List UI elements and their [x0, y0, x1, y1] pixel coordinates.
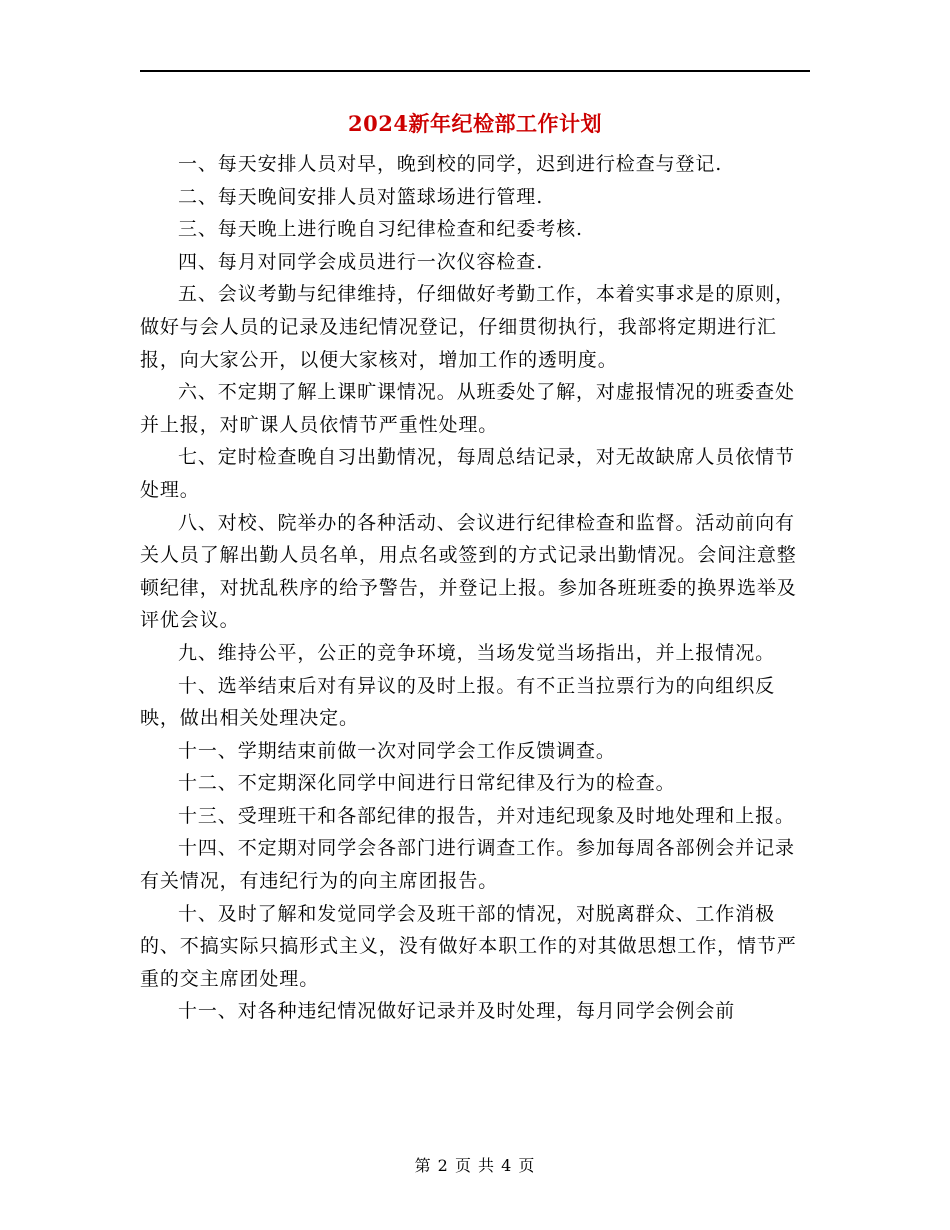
- paragraph-14: 十四、不定期对同学会各部门进行调查工作。参加每周各部例会并记录有关情况，有违纪行为的向主席团报告。: [140, 837, 795, 893]
- paragraph-12: 十二、不定期深化同学中间进行日常纪律及行为的检查。: [178, 772, 676, 795]
- paragraph-1: 一、每天安排人员对早，晚到校的同学，迟到进行检查与登记.: [178, 153, 723, 175]
- paragraph-4: 四、每月对同学会成员进行一次仪容检查.: [178, 250, 544, 273]
- paragraph-11: 十一、学期结束前做一次对同学会工作反馈调查。: [178, 739, 616, 762]
- paragraph-8: 八、对校、院举办的各种活动、会议进行纪律检查和监督。活动前向有关人员了解出勤人员名单，用点名或签到的方式记录出勤情况。会间注意整顿纪律，对扰乱秩序的给予警告，并登记上报。参加各班班委的换界选举及评优会议。: [140, 511, 797, 632]
- document-title: 2024新年纪检部工作计划: [348, 111, 602, 136]
- paragraph-6: 六、不定期了解上课旷课情况。从班委处了解，对虚报情况的班委查处并上报，对旷课人员依情节严重性处理。: [140, 381, 795, 436]
- paragraph-13: 十三、受理班干和各部纪律的报告，并对违纪现象及时地处理和上报。: [178, 804, 795, 827]
- paragraph-9: 九、维持公平，公正的竞争环境，当场发觉当场指出，并上报情况。: [178, 641, 776, 664]
- paragraph-7: 七、定时检查晚自习出勤情况，每周总结记录，对无故缺席人员依情节处理。: [140, 446, 795, 501]
- paragraph-5: 五、会议考勤与纪律维持，仔细做好考勤工作，本着实事求是的原则，做好与会人员的记录及违纪情况登记，仔细贯彻执行，我部将定期进行汇报，向大家公开，以便大家核对，增加工作的透明度。: [140, 283, 795, 371]
- paragraph-10: 十、选举结束后对有异议的及时上报。有不正当拉票行为的向组织反映，做出相关处理决定。: [140, 674, 776, 730]
- paragraph-15: 十、及时了解和发觉同学会及班干部的情况，对脱离群众、工作消极的、不搞实际只搞形式主义，没有做好本职工作的对其做思想工作，情节严重的交主席团处理。: [140, 902, 797, 990]
- paragraph-16: 十一、对各种违纪情况做好记录并及时处理，每月同学会例会前: [178, 1000, 736, 1023]
- page-number-footer: 第 2 页 共 4 页: [414, 1156, 536, 1175]
- paragraph-2: 二、每天晚间安排人员对篮球场进行管理.: [178, 185, 544, 208]
- document-body: [140, 148, 800, 1028]
- paragraph-3: 三、每天晚上进行晚自习纪律检查和纪委考核.: [178, 218, 583, 241]
- header-rule: [140, 70, 810, 72]
